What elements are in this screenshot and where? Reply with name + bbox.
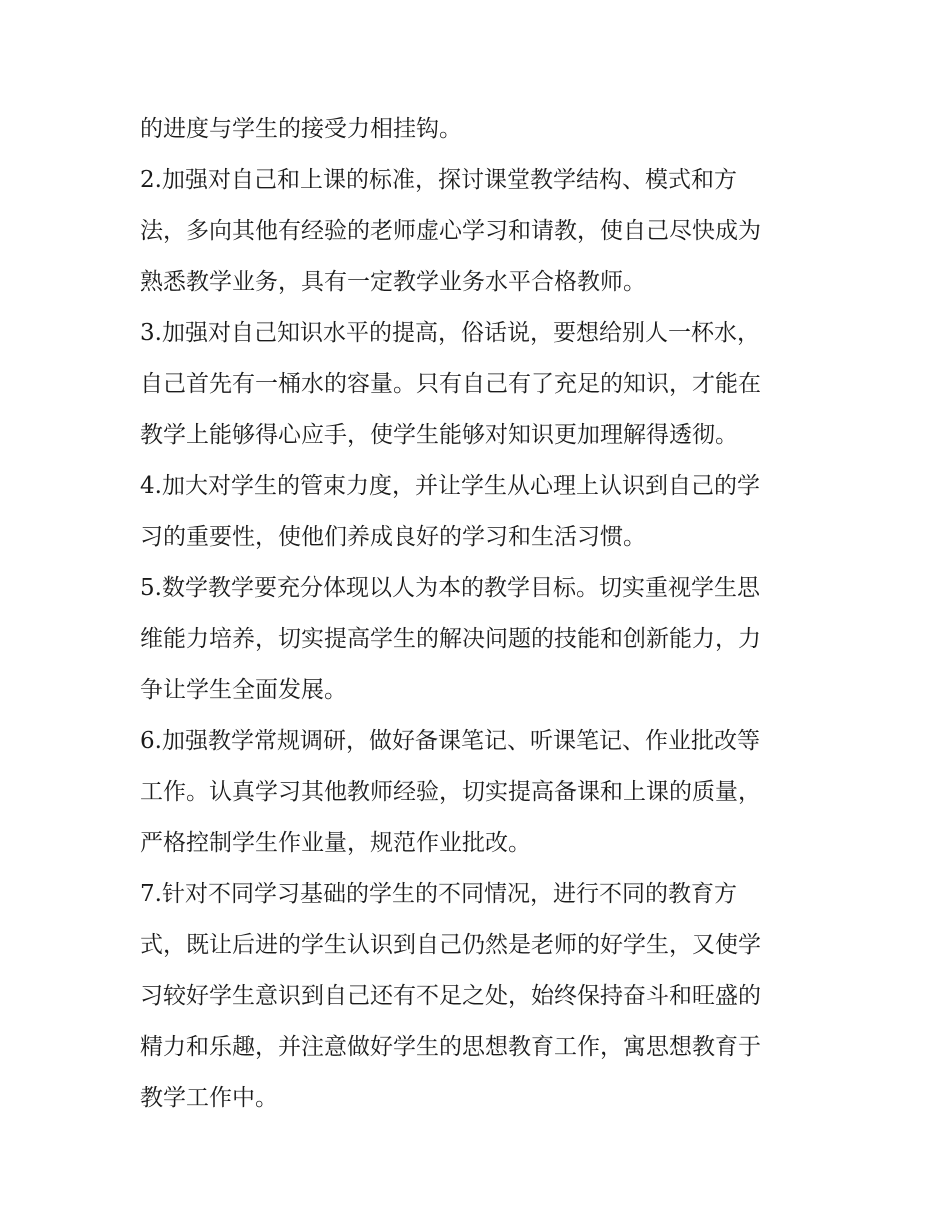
text-line: 维能力培养，切实提高学生的解决问题的技能和创新能力，力 xyxy=(140,626,761,652)
document-body xyxy=(140,104,820,1124)
text-line: 教学上能够得心应手，使学生能够对知识更加理解得透彻。 xyxy=(140,422,738,448)
text-line: 严格控制学生作业量，规范作业批改。 xyxy=(140,830,531,856)
text-line: 5.数学教学要充分体现以人为本的教学目标。切实重视学生思 xyxy=(140,575,760,601)
text-line: 习较好学生意识到自己还有不足之处，始终保持奋斗和旺盛的 xyxy=(140,983,761,1009)
text-line: 精力和乐趣，并注意做好学生的思想教育工作，寓思想教育于 xyxy=(140,1034,761,1060)
text-line: 争让学生全面发展。 xyxy=(140,677,347,703)
text-line: 工作。认真学习其他教师经验，切实提高备课和上课的质量， xyxy=(140,779,761,805)
text-line: 自己首先有一桶水的容量。只有自己有了充足的知识，才能在 xyxy=(140,371,761,397)
text-line: 熟悉教学业务，具有一定教学业务水平合格教师。 xyxy=(140,269,646,295)
text-line: 4.加大对学生的管束力度，并让学生从心理上认识到自己的学 xyxy=(140,473,760,499)
text-line: 7.针对不同学习基础的学生的不同情况，进行不同的教育方 xyxy=(140,881,737,907)
text-line: 习的重要性，使他们养成良好的学习和生活习惯。 xyxy=(140,524,646,550)
text-line: 法，多向其他有经验的老师虚心学习和请教，使自己尽快成为 xyxy=(140,218,761,244)
text-line: 3.加强对自己知识水平的提高，俗话说，要想给别人一杯水， xyxy=(140,320,760,346)
text-line: 式，既让后进的学生认识到自己仍然是老师的好学生，又使学 xyxy=(140,932,761,958)
text-line: 的进度与学生的接受力相挂钩。 xyxy=(140,116,462,142)
text-line: 6.加强教学常规调研，做好备课笔记、听课笔记、作业批改等 xyxy=(140,728,760,754)
text-line: 教学工作中。 xyxy=(140,1085,278,1111)
text-line: 2.加强对自己和上课的标准，探讨课堂教学结构、模式和方 xyxy=(140,167,737,193)
